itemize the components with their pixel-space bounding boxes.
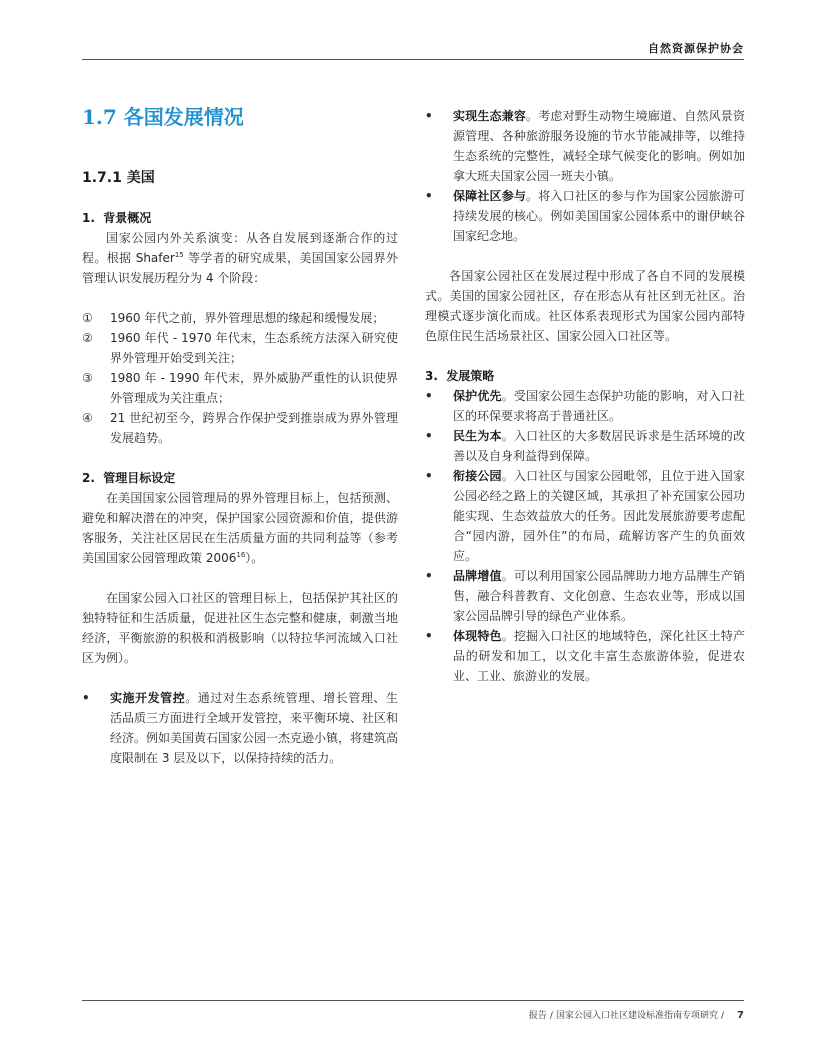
bullet-keyword: 民生为本 xyxy=(453,429,502,443)
bullet-keyword: 体现特色 xyxy=(453,629,502,643)
goals-bullet-list-right xyxy=(425,106,745,246)
strategy-bullet-list xyxy=(425,386,745,686)
list-item-text: 1960 年代 - 1970 年代末，生态系统方法深入研究使界外管理开始受到关注； xyxy=(110,331,398,365)
bullet-marker: • xyxy=(425,109,433,123)
community-summary: 各国家公园社区在发展过程中形成了各自不同的发展模式。美国的国家公园社区，存在形态从有社区到无社区。治理模式逐步演化而成。社区体系表现形式为国家公园内部特色原住民生活场景社区、国家公园入口社区等。 xyxy=(425,269,745,343)
footer-report-title: 国家公园入口社区建设标准指南专项研究 xyxy=(555,1011,718,1021)
goals-p1-b: ）。 xyxy=(245,551,264,565)
list-item xyxy=(82,328,398,368)
goals-heading: 2. 管理目标设定 xyxy=(82,471,176,485)
footer-rule xyxy=(82,1000,744,1001)
background-intro-a: 国家公园内外关系演变：从各自发展到逐渐合作的过程。根据 Shafer xyxy=(82,231,398,265)
list-item xyxy=(82,368,398,408)
background-intro xyxy=(82,228,398,288)
page-number: 7 xyxy=(737,1010,744,1021)
bullet-marker: • xyxy=(425,429,433,443)
list-item xyxy=(425,566,745,626)
bullet-text: 。受国家公园生态保护功能的影响，对入口社区的环保要求将高于普通社区。 xyxy=(453,389,745,423)
list-marker: ② xyxy=(82,331,93,345)
footer-separator: / xyxy=(720,1011,725,1021)
strategy-heading: 3. 发展策略 xyxy=(425,369,495,383)
goals-p1-a: 在美国国家公园管理局的界外管理目标上，包括预测、避免和解决潜在的冲突，保护国家公园资源和价值，提供游客服务，关注社区居民在生活质量方面的共同利益等（参考美国国家公园管理政策 2006 xyxy=(82,491,398,565)
bullet-text: 。考虑对野生动物生境廊道、自然风景资源管理、各种旅游服务设施的节水节能减排等，以维持生态系统的完整性，减轻全球气候变化的影响。例如加拿大班夫国家公园一班夫小镇。 xyxy=(453,109,745,183)
goals-bullet-list-left xyxy=(82,688,398,768)
bullet-keyword: 衔接公园 xyxy=(453,469,502,483)
bullet-text: 。挖掘入口社区的地域特色，深化社区土特产品的研发和加工，以文化丰富生态旅游体验，促进农业、工业、旅游业的发展。 xyxy=(453,629,745,683)
goals-paragraph-2: 在国家公园入口社区的管理目标上，包括保护其社区的独特特征和生活质量，促进社区生态完整和健康，刺激当地经济，平衡旅游的积极和消极影响（以特拉华河流域入口社区为例）。 xyxy=(82,591,398,665)
bullet-marker: • xyxy=(425,629,433,643)
bullet-keyword: 实施开发管控 xyxy=(110,691,186,705)
footer-separator: / xyxy=(549,1011,553,1021)
list-item-text: 1960 年代之前，界外管理思想的缘起和缓慢发展； xyxy=(110,311,385,325)
footnote-ref-16: 16 xyxy=(236,551,246,559)
list-marker: ① xyxy=(82,311,93,325)
bullet-text: 。入口社区的大多数居民诉求是生活环境的改善以及自身利益得到保障。 xyxy=(453,429,745,463)
list-item xyxy=(425,426,745,466)
header-rule xyxy=(82,59,744,60)
left-column xyxy=(82,104,398,768)
bullet-marker: • xyxy=(425,189,433,203)
bullet-keyword: 实现生态兼容 xyxy=(453,109,527,123)
bullet-marker: • xyxy=(425,469,433,483)
bullet-marker: • xyxy=(425,569,433,583)
bullet-keyword: 保护优先 xyxy=(453,389,502,403)
bullet-keyword: 品牌增值 xyxy=(453,569,502,583)
section-title: 1.7 各国发展情况 xyxy=(82,105,244,129)
list-marker: ③ xyxy=(82,371,93,385)
bullet-text: 。通过对生态系统管理、增长管理、生活品质三方面进行全域开发管控，来平衡环境、社区和经济。例如美国黄石国家公园一杰克逊小镇，将建筑高度限制在 3 层及以下，以保持持续的活力。 xyxy=(110,691,399,765)
background-intro-b: 等学者的研究成果，美国国家公园界外管理认识发展历程分为 4 个阶段： xyxy=(82,251,398,285)
bullet-keyword: 保障社区参与 xyxy=(453,189,527,203)
bullet-text: 。将入口社区的参与作为国家公园旅游可持续发展的核心。例如美国国家公园体系中的谢伊峡谷国家纪念地。 xyxy=(453,189,745,243)
list-marker: ④ xyxy=(82,411,93,425)
list-item xyxy=(425,186,745,246)
background-heading: 1. 背景概况 xyxy=(82,211,152,225)
bullet-text: 。入口社区与国家公园毗邻，且位于进入国家公园必经之路上的关键区域，其承担了补充国家公园功能实现、生态效益放大的任务。因此发展旅游要考虑配合“园内游，园外住”的布局，疏解访客产生的负面效应。 xyxy=(453,469,745,563)
section-subtitle: 1.7.1 美国 xyxy=(82,170,155,186)
list-item xyxy=(82,308,398,328)
footer-report-label: 报告 xyxy=(528,1011,547,1021)
goals-paragraph-1 xyxy=(82,488,398,568)
header-org-label: 自然资源保护协会 xyxy=(648,42,744,55)
bullet-marker: • xyxy=(82,691,90,705)
list-item xyxy=(82,688,398,768)
page-footer xyxy=(529,1008,744,1021)
list-item-text: 21 世纪初至今，跨界合作保护受到推崇成为界外管理发展趋势。 xyxy=(110,411,398,445)
list-item xyxy=(425,466,745,566)
bullet-text: 。可以利用国家公园品牌助力地方品牌生产销售，融合科普教育、文化创意、生态农业等，形成以国家公园品牌引导的绿色产业体系。 xyxy=(453,569,745,623)
bullet-marker: • xyxy=(425,389,433,403)
list-item-text: 1980 年 - 1990 年代末，界外威胁严重性的认识使界外管理成为关注重点； xyxy=(110,371,398,405)
right-column xyxy=(425,106,745,686)
list-item xyxy=(82,408,398,448)
footnote-ref-15: 15 xyxy=(174,251,184,259)
stage-list xyxy=(82,308,398,448)
list-item xyxy=(425,626,745,686)
list-item xyxy=(425,386,745,426)
list-item xyxy=(425,106,745,186)
